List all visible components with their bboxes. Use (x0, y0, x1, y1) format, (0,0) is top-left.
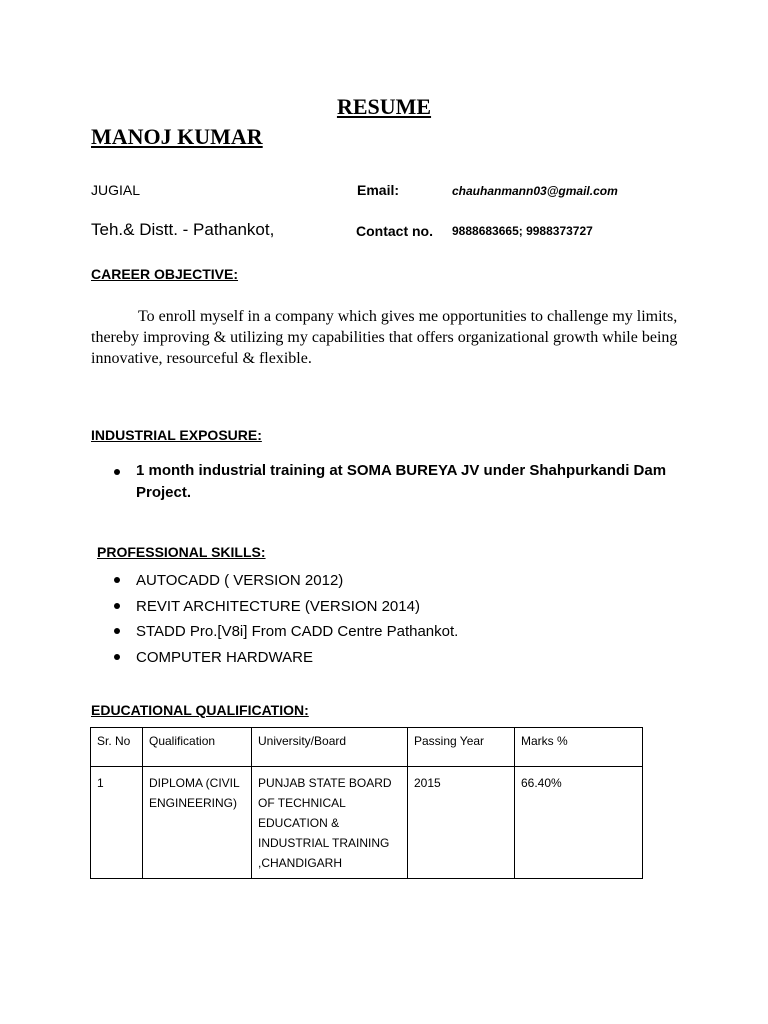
email-address[interactable]: chauhanmann03@gmail.com (452, 184, 618, 198)
column-header: University/Board (252, 728, 408, 767)
industrial-exposure-heading: INDUSTRIAL EXPOSURE: (91, 427, 262, 443)
skill-item: REVIT ARCHITECTURE (VERSION 2014) (136, 597, 420, 615)
table-cell: 2015 (408, 767, 515, 879)
table-cell: 66.40% (515, 767, 643, 879)
document-title: RESUME (336, 94, 432, 119)
table-cell: 1 (91, 767, 143, 879)
list-item (91, 645, 651, 671)
column-header: Marks % (515, 728, 643, 767)
table-cell: DIPLOMA (CIVIL ENGINEERING) (143, 767, 252, 879)
table-cell: PUNJAB STATE BOARD OF TECHNICAL EDUCATION & INDUSTRIAL TRAINING ,CHANDIGARH (252, 767, 408, 879)
bullet-icon (114, 603, 120, 609)
educational-qualification-heading: EDUCATIONAL QUALIFICATION: (91, 702, 309, 718)
address-line-1: JUGIAL (91, 182, 141, 198)
candidate-name: MANOJ KUMAR (91, 124, 263, 149)
column-header: Qualification (143, 728, 252, 767)
skill-item: COMPUTER HARDWARE (136, 648, 313, 666)
industrial-exposure-list (91, 460, 691, 504)
contact-label: Contact no. (356, 223, 433, 239)
column-header: Sr. No (91, 728, 143, 767)
email-label: Email: (357, 182, 400, 198)
table-header-row (91, 728, 643, 767)
industrial-exposure-item: 1 month industrial training at SOMA BUREYA JV under Shahpurkandi Dam Project. (136, 462, 667, 501)
professional-skills-heading: PROFESSIONAL SKILLS: (97, 544, 266, 560)
education-table (90, 727, 643, 879)
table-row (91, 767, 643, 879)
list-item (91, 460, 691, 504)
phone-numbers: 9888683665; 9988373727 (452, 224, 593, 238)
career-objective-heading: CAREER OBJECTIVE: (91, 266, 239, 282)
skill-item: STADD Pro.[V8i] From CADD Centre Pathankot. (136, 623, 459, 640)
career-objective-text: To enroll myself in a company which gives me opportunities to challenge my limits, thereby improving & utilizing my capabilities that offers organizational growth while being innovative, resourceful & flexible. (91, 308, 678, 367)
bullet-icon (114, 654, 120, 660)
skill-item: AUTOCADD ( VERSION 2012) (136, 572, 344, 589)
list-item (91, 619, 651, 645)
column-header: Passing Year (408, 728, 515, 767)
professional-skills-list (91, 568, 651, 670)
address-line-2: Teh.& Distt. - Pathankot, (91, 220, 275, 239)
bullet-icon (114, 469, 120, 475)
list-item (91, 594, 651, 620)
bullet-icon (114, 577, 120, 583)
bullet-icon (114, 628, 120, 634)
list-item (91, 568, 651, 594)
